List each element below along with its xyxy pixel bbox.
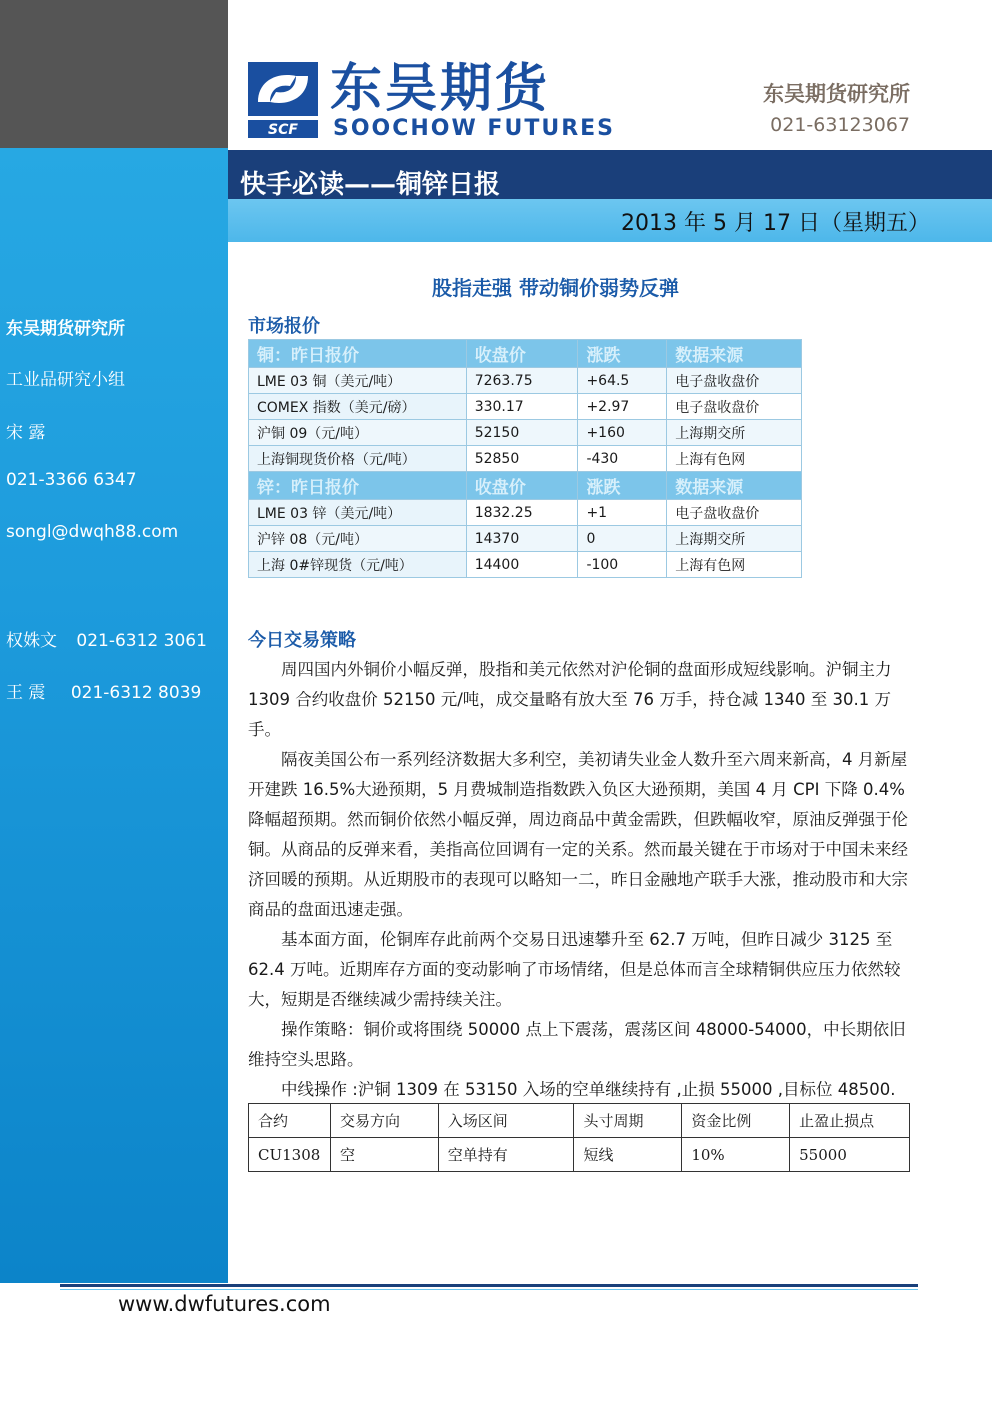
market-section-title: 市场报价: [248, 316, 320, 337]
headline: 股指走强 带动铜价弱势反弹: [432, 276, 679, 300]
table-cell: 330.17: [466, 394, 578, 420]
table-cell: -100: [578, 552, 667, 578]
table-cell: 沪锌 08（元/吨）: [249, 526, 467, 552]
table-cell: 止盈止损点: [790, 1104, 910, 1138]
table-row: [249, 552, 802, 578]
strategy-paragraph-2: 隔夜美国公布一系列经济数据大多利空，美初请失业金人数升至六周来新高，4 月新屋开建跌 16.5%大逊预期，5 月费城制造指数跌入负区大逊预期，美国 4 月 CPI 下降 0.4%降幅超预期。然而铜价依然小幅反弹，周边商品中黄金需跌，但跌幅收窄，原油反弹强于伦铜。从商品的反弹来看，美指高位回调有一定的关系。然而最关键在于市场对于中国未来经济回暖的预期。从近期股市的表现可以略知一二，昨日金融地产联手大涨，推动股市和大宗商品的盘面迅速走强。: [248, 750, 908, 919]
sidebar-phone: 021-3366 6347: [6, 470, 137, 490]
contact-phone: 021-6312 8039: [70, 683, 202, 703]
table-cell: 52150: [466, 420, 578, 446]
table-cell: -430: [578, 446, 667, 472]
strategy-section-title: 今日交易策略: [248, 630, 356, 651]
table-cell: CU1308: [249, 1138, 331, 1172]
table-cell: 锌：昨日报价: [249, 472, 467, 500]
table-row: [249, 1138, 910, 1172]
footer-rule: [60, 1284, 918, 1287]
report-date: 2013 年 5 月 17 日（星期五）: [621, 211, 930, 236]
institute-name: 东吴期货研究所: [763, 82, 910, 106]
table-cell: LME 03 铜（美元/吨）: [249, 368, 467, 394]
table-cell: 短线: [574, 1138, 682, 1172]
table-cell: 数据来源: [667, 340, 802, 368]
table-header-row: [249, 472, 802, 500]
table-cell: 合约: [249, 1104, 331, 1138]
table-cell: 收盘价: [466, 340, 578, 368]
table-row: [249, 500, 802, 526]
contact-name: 权姝文: [6, 631, 57, 651]
table-cell: +2.97: [578, 394, 667, 420]
position-table: [248, 1103, 910, 1172]
table-cell: 上海铜现货价格（元/吨）: [249, 446, 467, 472]
table-cell: 资金比例: [682, 1104, 790, 1138]
table-cell: 收盘价: [466, 472, 578, 500]
sidebar-contact-1: [6, 626, 207, 651]
table-cell: 铜：昨日报价: [249, 340, 467, 368]
footer-rule-thin: [60, 1289, 918, 1290]
table-cell: 涨跌: [578, 472, 667, 500]
sidebar-analyst: 宋 露: [6, 423, 46, 443]
table-cell: 上海期交所: [667, 420, 802, 446]
table-cell: 涨跌: [578, 340, 667, 368]
table-cell: 10%: [682, 1138, 790, 1172]
company-logo-icon: [248, 62, 318, 138]
table-cell: 电子盘收盘价: [667, 500, 802, 526]
table-header-row: [249, 340, 802, 368]
sidebar-org: 东吴期货研究所: [6, 319, 125, 339]
table-cell: 数据来源: [667, 472, 802, 500]
table-row: [249, 446, 802, 472]
table-cell: 14400: [466, 552, 578, 578]
sidebar-contact-2: [6, 678, 201, 703]
table-cell: 上海有色网: [667, 446, 802, 472]
strategy-paragraph-1: 周四国内外铜价小幅反弹，股指和美元依然对沪伦铜的盘面形成短线影响。沪铜主力 1309 合约收盘价 52150 元/吨，成交量略有放大至 76 万手，持仓减 1340 至 30.1 万手。: [248, 660, 892, 739]
brand-name-cn: 东吴期货: [330, 59, 551, 119]
brand-name-en: SOOCHOW FUTURES: [333, 116, 616, 141]
table-cell: 入场区间: [438, 1104, 574, 1138]
table-cell: 空单持有: [438, 1138, 574, 1172]
table-row: [249, 420, 802, 446]
table-row: [249, 368, 802, 394]
table-row: [249, 1104, 910, 1138]
table-cell: 7263.75: [466, 368, 578, 394]
table-cell: 14370: [466, 526, 578, 552]
table-cell: 交易方向: [330, 1104, 438, 1138]
table-cell: 空: [330, 1138, 438, 1172]
table-cell: 上海有色网: [667, 552, 802, 578]
table-cell: 52850: [466, 446, 578, 472]
strategy-paragraph-4: 操作策略：铜价或将围绕 50000 点上下震荡，震荡区间 48000-54000，中长期依旧维持空头思路。: [248, 1020, 906, 1069]
institute-phone: 021-63123067: [770, 114, 910, 136]
table-cell: 55000: [790, 1138, 910, 1172]
table-cell: COMEX 指数（美元/磅）: [249, 394, 467, 420]
table-cell: +64.5: [578, 368, 667, 394]
quote-table: [248, 339, 802, 578]
table-cell: 头寸周期: [574, 1104, 682, 1138]
report-title: 快手必读——铜锌日报: [240, 170, 501, 200]
table-cell: +160: [578, 420, 667, 446]
logo-mark-text: SCF: [268, 122, 298, 138]
table-cell: 1832.25: [466, 500, 578, 526]
table-cell: +1: [578, 500, 667, 526]
table-cell: 上海 0#锌现货（元/吨）: [249, 552, 467, 578]
table-cell: 电子盘收盘价: [667, 394, 802, 420]
table-cell: 0: [578, 526, 667, 552]
table-row: [249, 394, 802, 420]
contact-phone: 021-6312 3061: [76, 631, 207, 651]
sidebar-group: 工业品研究小组: [6, 370, 125, 390]
strategy-paragraph-5: 中线操作 :沪铜 1309 在 53150 入场的空单继续持有 ,止损 55000 ,目标位 48500.: [281, 1080, 896, 1099]
sidebar-email[interactable]: songl@dwqh88.com: [6, 522, 179, 542]
table-cell: 沪铜 09（元/吨）: [249, 420, 467, 446]
table-row: [249, 526, 802, 552]
strategy-paragraph-3: 基本面方面，伦铜库存此前两个交易日迅速攀升至 62.7 万吨，但昨日减少 3125 至 62.4 万吨。近期库存方面的变动影响了市场情绪，但是总体而言全球精铜供应压力依然较大，短期是否继续减少需持续关注。: [248, 930, 901, 1009]
footer-url-link[interactable]: www.dwfutures.com: [118, 1292, 331, 1316]
table-cell: LME 03 锌（美元/吨）: [249, 500, 467, 526]
table-cell: 电子盘收盘价: [667, 368, 802, 394]
left-grey-panel: [0, 0, 228, 148]
table-cell: 上海期交所: [667, 526, 802, 552]
contact-name: 王 震: [6, 683, 46, 703]
